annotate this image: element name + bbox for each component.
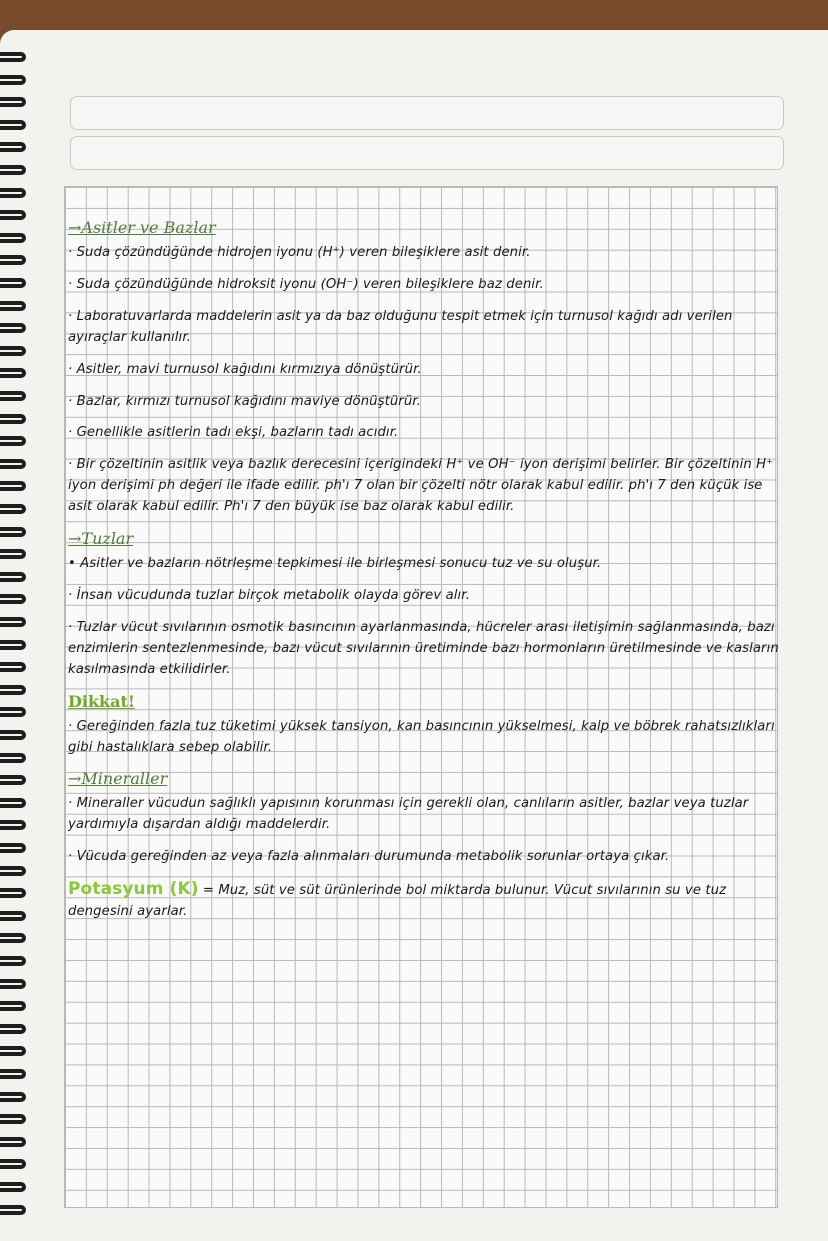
spiral-coil — [0, 662, 26, 672]
spiral-coil — [0, 866, 26, 876]
spiral-coil — [0, 933, 26, 943]
spiral-coil — [0, 481, 26, 491]
spiral-coil — [0, 391, 26, 401]
spiral-coil — [0, 1046, 26, 1056]
asitler-bullet-1: · Suda çözündüğünde hidrojen iyonu (H⁺) veren bileşiklere asit denir. — [68, 245, 531, 260]
spiral-coil — [0, 504, 26, 514]
potasyum-note — [68, 879, 788, 923]
spiral-coil — [0, 459, 26, 469]
spiral-coil — [0, 979, 26, 989]
spiral-coil — [0, 97, 26, 107]
spiral-coil — [0, 1159, 26, 1169]
spiral-coil — [0, 414, 26, 424]
potasyum-label: Potasyum (K) — [68, 879, 199, 900]
spiral-coil — [0, 1114, 26, 1124]
spiral-coil — [0, 188, 26, 198]
spiral-coil — [0, 956, 26, 966]
asitler-bullet-5: · Bazlar, kırmızı turnusol kağıdını maviye dönüştürür. — [68, 393, 421, 409]
spiral-coil — [0, 75, 26, 85]
title-field — [70, 96, 784, 176]
spiral-coil — [0, 1182, 26, 1192]
spiral-coil — [0, 775, 26, 785]
spiral-coil — [0, 640, 26, 650]
heading-mineraller: →Mineraller — [68, 769, 168, 789]
spiral-coil — [0, 301, 26, 311]
potasyum-text: = Muz, süt ve süt ürünlerinde bol miktarda bulunur. Vücut sıvılarının su ve tuz dengesini ayarlar. — [68, 883, 727, 920]
tuzlar-bullet-1: • Asitler ve bazların nötrleşme tepkimesi ile birleşmesi sonucu tuz ve su oluşur. — [68, 556, 602, 572]
heading-dikkat: Dikkat! — [68, 691, 135, 711]
spiral-coil — [0, 255, 26, 265]
mineraller-bullet-2: · Vücuda gereğinden az veya fazla alınmaları durumunda metabolik sorunlar ortaya çıkar. — [68, 849, 670, 865]
spiral-coil — [0, 210, 26, 220]
spiral-binding — [0, 52, 28, 1241]
spiral-coil — [0, 1001, 26, 1011]
spiral-coil — [0, 707, 26, 717]
spiral-coil — [0, 888, 26, 898]
spiral-coil — [0, 594, 26, 604]
spiral-coil — [0, 549, 26, 559]
dikkat-bullet-1: · Gereğinden fazla tuz tüketimi yüksek tansiyon, kan basıncının yükselmesi, kalp ve böbrek rahatsızlıkları gibi hastalıklara sebep olabilir. — [68, 718, 775, 755]
spiral-coil — [0, 617, 26, 627]
spiral-coil — [0, 436, 26, 446]
tuzlar-bullet-3: · Tuzlar vücut sıvılarının osmotik basıncının ayarlanmasında, hücreler arası iletişimin sağlanmasında, bazı enzimlerin sentezlenmesinde, bazı vücut sıvılarının üretiminde bazı hormonların üretilmesinde ve kasların kasılmasında etkilidirler. — [68, 619, 779, 677]
spiral-coil — [0, 278, 26, 288]
spiral-coil — [0, 753, 26, 763]
spiral-coil — [0, 1024, 26, 1034]
title-line-2 — [70, 136, 784, 170]
spiral-coil — [0, 368, 26, 378]
spiral-coil — [0, 1092, 26, 1102]
spiral-coil — [0, 527, 26, 537]
spiral-coil — [0, 120, 26, 130]
spiral-coil — [0, 233, 26, 243]
spiral-coil — [0, 1137, 26, 1147]
mineraller-bullet-1: · Mineraller vücudun sağlıklı yapısının korunması için gerekli olan, canlıların asitler, bazlar veya tuzlar yardımıyla dışardan aldığı maddelerdir. — [68, 796, 749, 833]
spiral-coil — [0, 142, 26, 152]
spiral-coil — [0, 820, 26, 830]
asitler-bullet-2: · Suda çözündüğünde hidroksit iyonu (OH⁻) veren bileşiklere baz denir. — [68, 276, 544, 292]
asitler-bullet-4: · Asitler, mavi turnusol kağıdını kırmızıya dönüştürür. — [68, 361, 422, 377]
spiral-coil — [0, 911, 26, 921]
asitler-bullet-6: · Genellikle asitlerin tadı ekşi, bazların tadı acıdır. — [68, 425, 399, 441]
title-line-1 — [70, 96, 784, 130]
spiral-coil — [0, 323, 26, 333]
spiral-coil — [0, 730, 26, 740]
spiral-coil — [0, 346, 26, 356]
spiral-coil — [0, 843, 26, 853]
spiral-coil — [0, 798, 26, 808]
notes-content — [68, 218, 788, 929]
asitler-bullet-3: · Laboratuvarlarda maddelerin asit ya da baz olduğunu tespit etmek için turnusol kağıdı adı verilen ayıraçlar kullanılır. — [68, 308, 733, 345]
asitler-bullet-7: · Bir çözeltinin asitlik veya bazlık derecesini içerigindeki H⁺ ve OH⁻ iyon derişimi belirler. Bir çözeltinin H⁺ iyon derişimi ph değeri ile ifade edilir. ph'ı 7 olan bir çözelti nötr olarak kabul edilir. ph'ı 7 den küçük ise asit olarak kabul edilir. Ph'ı 7 den büyük ise baz olarak kabul edilir. — [68, 457, 774, 515]
tuzlar-bullet-2: · İnsan vücudunda tuzlar birçok metabolik olayda görev alır. — [68, 587, 470, 603]
heading-tuzlar: →Tuzlar — [68, 529, 134, 549]
heading-asitler: →Asitler ve Bazlar — [68, 218, 216, 237]
spiral-coil — [0, 1069, 26, 1079]
spiral-coil — [0, 165, 26, 175]
spiral-coil — [0, 685, 26, 695]
spiral-coil — [0, 52, 26, 62]
spiral-coil — [0, 1205, 26, 1215]
spiral-coil — [0, 572, 26, 582]
